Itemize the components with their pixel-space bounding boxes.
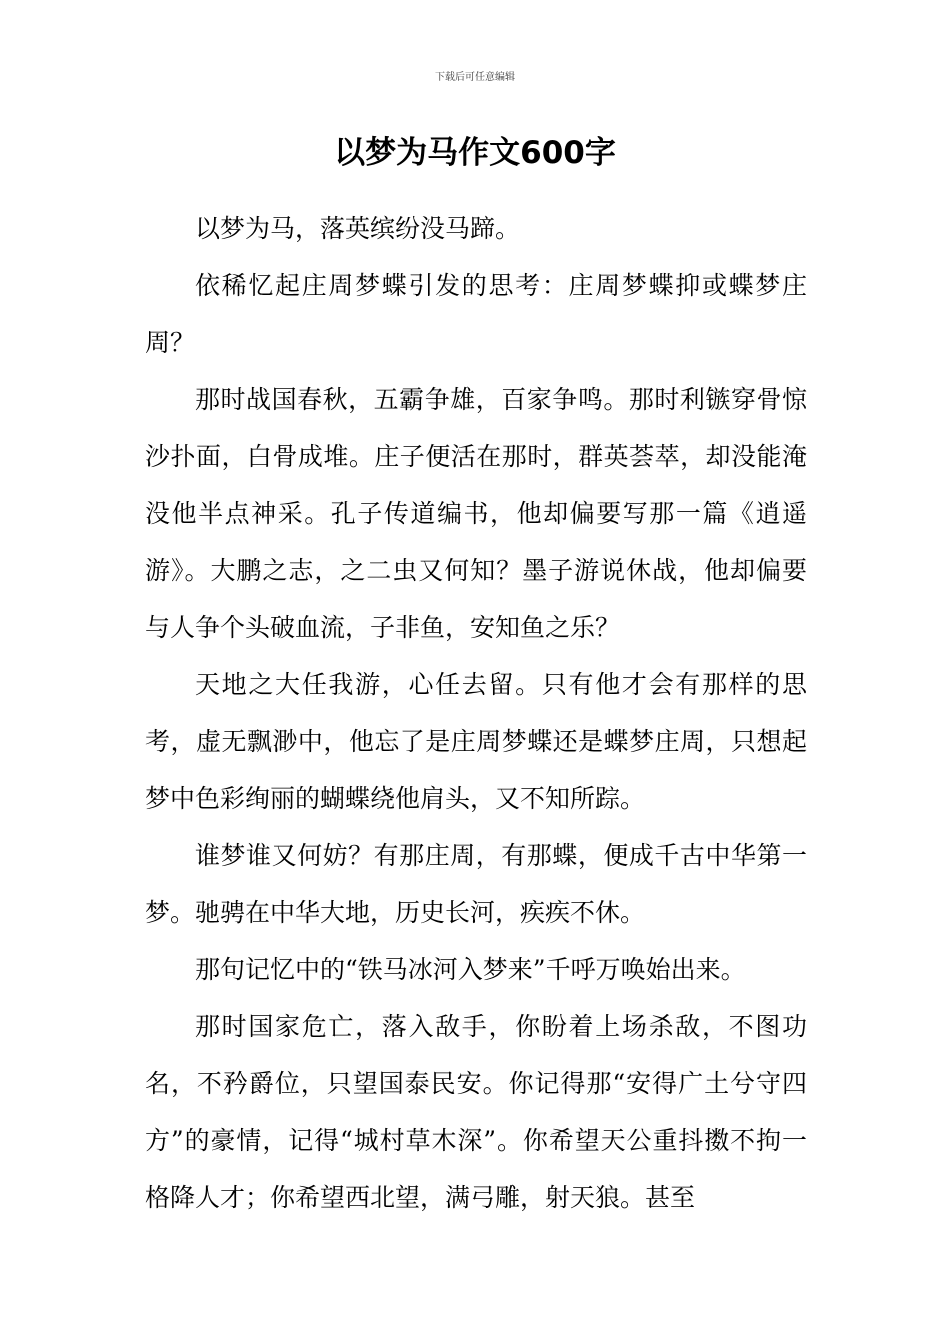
paragraph: 那时国家危亡，落入敌手，你盼着上场杀敌，不图功名，不矜爵位，只望国泰民安。你记得那“安得广土兮守四方”的豪情，记得“城村草木深”。你希望天公重抖擞不拘一格降人才；你希望西北望，满弓雕，射天狼。甚至 bbox=[145, 1012, 807, 1212]
paragraph: 以梦为马，落英缤纷没马蹄。 bbox=[195, 214, 521, 243]
header-note: 下载后可任意编辑 bbox=[435, 72, 515, 83]
paragraph: 那时战国春秋，五霸争雄，百家争鸣。那时利镞穿骨惊沙扑面，白骨成堆。庄子便活在那时，群英荟萃，却没能淹没他半点神采。孔子传道编书，他却偏要写那一篇《逍遥游》。大鹏之志，之二虫又何知？墨子游说休战，他却偏要与人争个头破血流，子非鱼，安知鱼之乐？ bbox=[145, 385, 807, 642]
document-body bbox=[145, 200, 807, 1226]
document-title: 以梦为马作文600字 bbox=[334, 135, 616, 171]
paragraph: 依稀忆起庄周梦蝶引发的思考：庄周梦蝶抑或蝶梦庄周？ bbox=[145, 271, 807, 357]
paragraph: 谁梦谁又何妨？有那庄周，有那蝶，便成千古中华第一梦。驰骋在中华大地，历史长河，疾疾不休。 bbox=[145, 841, 807, 927]
paragraph: 天地之大任我游，心任去留。只有他才会有那样的思考，虚无飘渺中，他忘了是庄周梦蝶还是蝶梦庄周，只想起梦中色彩绚丽的蝴蝶绕他肩头，又不知所踪。 bbox=[145, 670, 807, 813]
paragraph: 那句记忆中的“铁马冰河入梦来”千呼万唤始出来。 bbox=[195, 955, 746, 984]
